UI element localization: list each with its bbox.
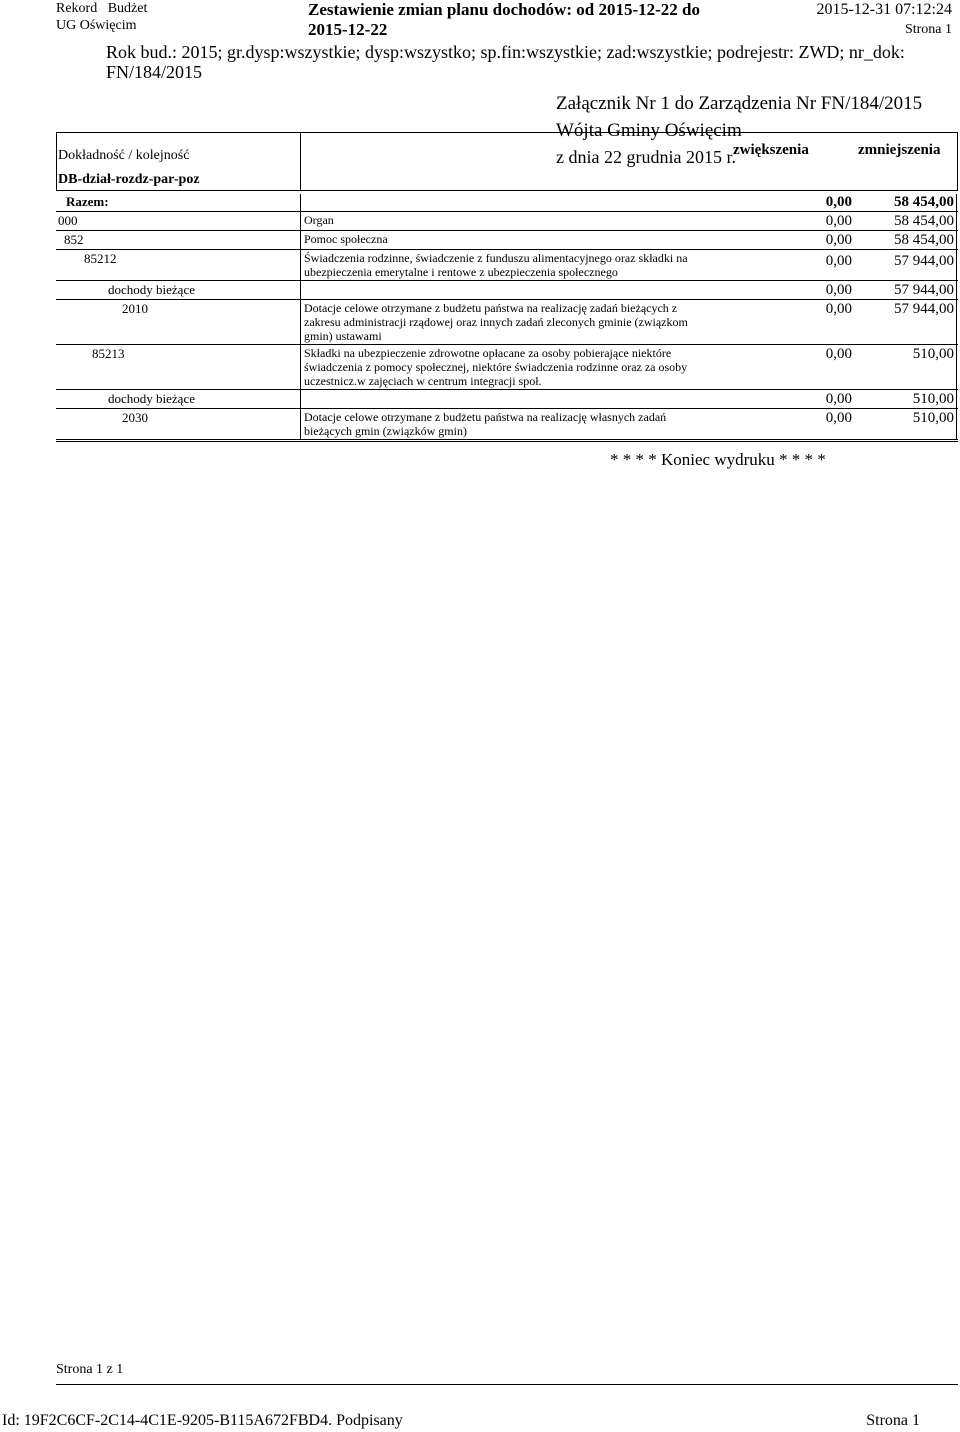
footer-page-of: Strona 1 z 1 (56, 1362, 124, 1377)
attachment-line3: z dnia 22 grudnia 2015 r. (556, 147, 736, 167)
attachment-line2: Wójta Gminy Oświęcim (556, 120, 742, 141)
print-datetime: 2015-12-31 07:12:24 (816, 1, 952, 18)
row-increase: 0,00 (825, 346, 852, 362)
app-name-budzet: Budżet (107, 1, 148, 16)
table-row (56, 301, 958, 345)
row-decrease: 57 944,00 (894, 301, 954, 317)
row-rule (56, 280, 958, 281)
row-increase: 0,00 (825, 410, 852, 426)
report-title (308, 0, 700, 40)
row-decrease: 58 454,00 (894, 194, 954, 210)
document-signature-id: Id: 19F2C6CF-2C14-4C1E-9205-B115A672FBD4. Podpisany (2, 1412, 403, 1429)
column-classification: DB-dział-rozdz-par-poz (58, 172, 200, 187)
table-row (56, 346, 958, 390)
row-rule (56, 299, 958, 300)
row-description: Świadczenia rodzinne, świadczenie z funduszu alimentacyjnego oraz składki na ubezpieczenia emerytalne i rentowe z ubezpieczenia społecznego (304, 251, 688, 279)
row-decrease: 57 944,00 (894, 253, 954, 269)
report-title-line2: 2015-12-22 (308, 20, 388, 39)
row-rule (56, 230, 958, 231)
table-row (56, 410, 958, 440)
table-bottom-rule-double (56, 441, 958, 442)
report-title-line1: Zestawienie zmian planu dochodów: od 2015-12-22 do (308, 0, 700, 19)
table-row (56, 213, 958, 231)
row-decrease: 58 454,00 (894, 232, 954, 248)
row-increase: 0,00 (825, 232, 852, 248)
row-increase: 0,00 (825, 253, 852, 269)
desc-column-left-border (300, 194, 301, 440)
header-box-desc (300, 132, 958, 190)
row-decrease: 510,00 (912, 410, 954, 426)
row-code: 85213 (92, 346, 125, 361)
column-increase: zwiększenia (733, 142, 809, 158)
table-right-border (956, 194, 957, 440)
table-bottom-rule (56, 439, 958, 440)
row-code: 85212 (84, 251, 117, 266)
row-increase: 0,00 (825, 213, 852, 229)
row-decrease: 510,00 (912, 346, 954, 362)
end-of-print: * * * * Koniec wydruku * * * * (610, 450, 826, 469)
table-row-total (56, 194, 958, 212)
table-row (56, 251, 958, 281)
row-increase: 0,00 (825, 391, 852, 407)
header-rule (56, 190, 958, 191)
row-code: Razem: (66, 194, 109, 209)
header-left (56, 0, 147, 34)
row-rule (56, 249, 958, 250)
row-description: Dotacje celowe otrzymane z budżetu państwa na realizację zadań bieżących z zakresu administracji rządowej oraz innych zadań zleconych gminie (związkom gmin) ustawami (304, 301, 688, 343)
row-decrease: 510,00 (912, 391, 954, 407)
column-header-left (58, 132, 298, 190)
org-name: UG Oświęcim (56, 18, 137, 33)
app-name-rekord: Rekord (56, 1, 98, 16)
row-code: 000 (58, 213, 78, 228)
row-description: Organ (304, 213, 334, 227)
table-row (56, 232, 958, 250)
table-row (56, 391, 958, 409)
header-right (816, 0, 952, 40)
column-decrease: zmniejszenia (858, 142, 941, 158)
footer-rule (56, 1384, 958, 1385)
row-description: Pomoc społeczna (304, 232, 388, 246)
column-accuracy: Dokładność / kolejność (58, 148, 190, 163)
row-code: dochody bieżące (108, 282, 195, 297)
row-increase: 0,00 (825, 282, 852, 298)
row-description: Składki na ubezpieczenie zdrowotne opłacane za osoby pobierające niektóre świadczenia z pomocy społecznej, niektóre świadczenia rodzinne oraz za osoby uczestnicz.w zajęciach w centrum integracji społ. (304, 346, 688, 388)
row-rule (56, 389, 958, 390)
row-code: 852 (64, 232, 84, 247)
row-code: dochody bieżące (108, 391, 195, 406)
row-rule (56, 211, 958, 212)
row-code: 2030 (122, 410, 148, 425)
filter-criteria: Rok bud.: 2015; gr.dysp:wszystkie; dysp:wszystko; sp.fin:wszystkie; zad:wszystkie; podrejestr: ZWD; nr_dok: FN/184/2015 (106, 42, 905, 82)
row-decrease: 57 944,00 (894, 282, 954, 298)
row-decrease: 58 454,00 (894, 213, 954, 229)
header-page-number: Strona 1 (904, 22, 952, 37)
row-increase: 0,00 (825, 301, 852, 317)
attachment-line1: Załącznik Nr 1 do Zarządzenia Nr FN/184/2015 (556, 93, 923, 114)
table-row (56, 282, 958, 300)
row-rule (56, 344, 958, 345)
row-code: 2010 (122, 301, 148, 316)
footer-page-number: Strona 1 (866, 1412, 920, 1429)
row-description: Dotacje celowe otrzymane z budżetu państwa na realizację własnych zadań bieżących gmin (związków gmin) (304, 410, 667, 438)
row-increase: 0,00 (825, 194, 852, 210)
row-rule (56, 408, 958, 409)
